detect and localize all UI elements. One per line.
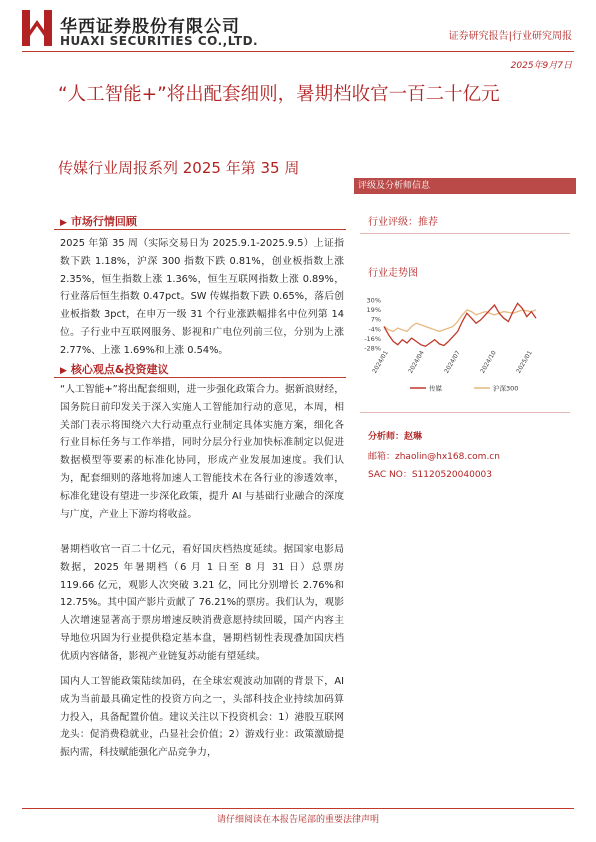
industry-trend-chart xyxy=(358,296,542,402)
company-name-en: HUAXI SECURITIES CO.,LTD. xyxy=(60,34,259,48)
legal-notice-footer: 请仔细阅读在本报告尾部的重要法律声明 xyxy=(216,815,379,825)
industry-rating: 行业评级：推荐 xyxy=(368,217,438,228)
rating-panel-header: 评级及分析师信息 xyxy=(354,178,576,194)
triangle-bullet-icon: ▶ xyxy=(60,366,67,376)
panel-divider xyxy=(360,233,570,234)
footer-divider xyxy=(22,808,574,809)
y-tick-label: 30% xyxy=(366,296,381,305)
company-logo-icon xyxy=(22,10,52,46)
paragraph-ai-policy: “人工智能+”将出配套细则，进一步强化政策合力。据新浪财经，国务院日前印发关于深入实施人工智能加行动的意见，本周，相关部门表示将围绕六大行动重点行业制定具体实施方案，细化各行业目标任务与工作举措，同时分层分行业加快标准制定以促进数据模型等要素的标准化协同，形成产业发展加速度。我们认为，配套细则的落地将加速人工智能技术在各行业的渗透效率，标准化建设有望进一步深化政策，提升 AI 与基础行业融合的深度与广度，产业上下游均将收益。 xyxy=(60,384,344,520)
trend-chart-title: 行业走势图 xyxy=(368,268,418,279)
y-tick-label: 7% xyxy=(370,315,381,324)
x-tick-label: 2025/01 xyxy=(515,349,534,375)
section-title-core-views: ▶ 核心观点&投资建议 xyxy=(60,363,169,376)
y-tick-label: -4% xyxy=(368,325,381,334)
y-tick-label: -16% xyxy=(364,334,381,343)
analyst-name: 分析师：赵琳 xyxy=(368,432,423,442)
report-title: “人工智能+”将出配套细则，暑期档收官一百二十亿元 xyxy=(58,84,500,105)
paragraph-market-review: 2025 年第 35 周（实际交易日为 2025.9.1-2025.9.5）上证指数下跌 1.18%，沪深 300 指数下跌 0.81%，创业板指数上涨 2.35%，恒生指数上涨 1.36%，恒生互联网指数上涨 0.89%，行业落后恒生指数 0.47pct。SW 传媒指数下跌 0.65%，落后创业板指数 3pct，在申万一级 31 个行业涨跌幅排名中位列第 14 位。子行业中互联网服务、影视和广电位列前三位，分别为上涨 2.77%、上涨 1.69%和上涨 0.54%。 xyxy=(60,238,344,356)
paragraph-investment-advice: 国内人工智能政策陆续加码，在全球宏观波动加剧的背景下，AI 成为当前最具确定性的投资方向之一，头部科技企业持续加码算力投入，具备配置价值。建议关注以下投资机会：1）港股互联网龙头：促消费稳就业，凸显社会价值；2）游戏行业：政策激励提振内需，科技赋能强化产品竞争力， xyxy=(60,676,344,759)
x-tick-label: 2024/07 xyxy=(443,349,462,375)
legend-label: 沪深300 xyxy=(493,384,519,393)
x-tick-label: 2024/01 xyxy=(371,349,390,375)
analyst-sac-number: SAC NO：S1120520040003 xyxy=(368,470,492,480)
header-divider xyxy=(22,51,574,52)
series-line xyxy=(384,310,536,332)
paragraph-summer-box-office: 暑期档收官一百二十亿元，看好国庆档热度延续。据国家电影局数据，2025 年暑期档（6 月 1 日至 8 月 31 日）总票房 119.66 亿元，观影人次突破 3.21 亿，同比分别增长 2.76%和 12.75%。其中国产影片贡献了 76.21%的票房。我们认为，观影人次增速显著高于票房增速反映消费意愿持续回暖，国产内容主导地位巩固为行业提供稳定基本盘，暑期档韧性表现叠加国庆档优质内容储备，影视产业链复苏动能有望延续。 xyxy=(60,544,344,662)
y-tick-label: -28% xyxy=(364,344,381,353)
section-divider xyxy=(54,229,346,230)
report-date: 2025年9月7日 xyxy=(510,61,572,71)
company-name-cn: 华西证券股份有限公司 xyxy=(60,17,240,37)
report-subtitle: 传媒行业周报系列 2025 年第 35 周 xyxy=(58,159,300,177)
series-line xyxy=(384,303,536,346)
x-tick-label: 2024/10 xyxy=(479,349,498,375)
legend-label: 传媒 xyxy=(429,384,442,393)
section-title-market-review: ▶ 市场行情回顾 xyxy=(60,215,137,228)
analyst-email[interactable]: 邮箱：zhaolin@hx168.com.cn xyxy=(368,452,500,462)
triangle-bullet-icon: ▶ xyxy=(60,218,67,228)
section-divider xyxy=(54,377,346,378)
y-tick-label: 19% xyxy=(366,306,381,315)
x-tick-label: 2024/04 xyxy=(407,349,426,375)
panel-divider xyxy=(360,412,570,413)
report-type-label: 证券研究报告|行业研究周报 xyxy=(448,31,572,42)
